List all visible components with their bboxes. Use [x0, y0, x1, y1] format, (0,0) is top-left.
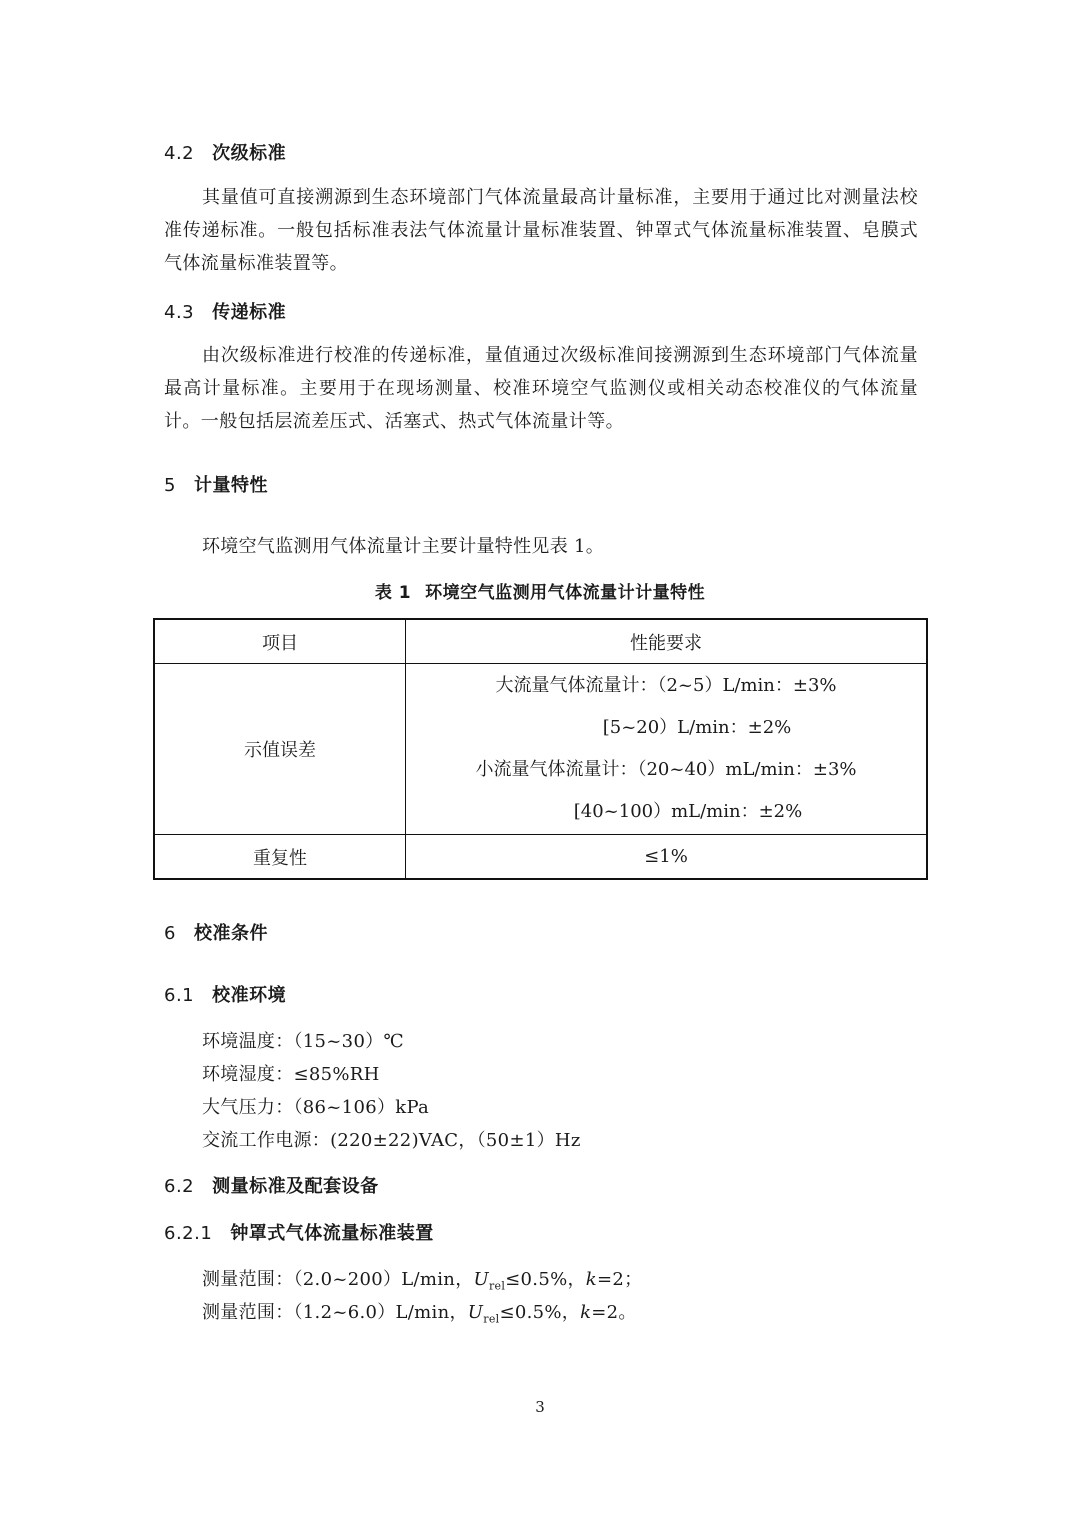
environment-humidity: 环境湿度：≤85%RH	[202, 1064, 380, 1085]
section-6-2-1-heading	[164, 1219, 434, 1245]
table-number: 表 1	[374, 583, 412, 603]
uncertainty-value: ≤0.5%，	[499, 1302, 581, 1323]
header-cell-item: 项目	[154, 619, 406, 664]
requirement-line: [40~100）mL/min：±2%	[573, 801, 803, 822]
section-4-2-paragraph: 其量值可直接溯源到生态环境部门气体流量最高计量标准，主要用于通过比对测量法校准传递标准。一般包括标准表法气体流量计量标准装置、钟罩式气体流量标准装置、皂膜式气体流量标准装置等。	[164, 187, 918, 274]
table-caption	[0, 578, 1080, 603]
uncertainty-subscript: rel	[488, 1279, 506, 1293]
section-number: 4.2	[164, 143, 195, 164]
coverage-factor-symbol: k	[585, 1269, 598, 1290]
section-title: 传递标准	[212, 302, 287, 323]
uncertainty-symbol: U	[473, 1269, 489, 1290]
table-header-row	[154, 619, 927, 664]
requirement-line: [5~20）L/min：±2%	[602, 717, 792, 738]
row-requirement-indication-error	[406, 664, 928, 835]
coverage-factor-value: =2。	[591, 1302, 637, 1323]
section-title: 计量特性	[193, 475, 268, 496]
section-title: 钟罩式气体流量标准装置	[230, 1223, 434, 1244]
range-text: 测量范围：（2.0~200）L/min，	[202, 1269, 474, 1290]
section-5-paragraph: 环境空气监测用气体流量计主要计量特性见表 1。	[202, 536, 605, 557]
section-6-2-heading	[164, 1172, 379, 1198]
measurement-range-line	[202, 1265, 642, 1293]
section-6-heading	[164, 919, 268, 945]
section-number: 6.2.1	[164, 1223, 213, 1244]
section-title: 校准环境	[212, 985, 287, 1006]
row-item-repeatability: 重复性	[154, 835, 406, 880]
table-title: 环境空气监测用气体流量计计量特性	[425, 583, 706, 603]
section-number: 6.2	[164, 1176, 195, 1197]
environment-temperature: 环境温度：（15~30）℃	[202, 1031, 404, 1052]
section-number: 6	[164, 923, 176, 944]
uncertainty-value: ≤0.5%，	[505, 1269, 586, 1290]
ac-power-supply: 交流工作电源：(220±22)VAC，（50±1）Hz	[202, 1130, 581, 1151]
section-5-heading	[164, 471, 268, 497]
table-row	[154, 835, 927, 880]
measurement-range-line	[202, 1298, 637, 1326]
coverage-factor-value: =2；	[597, 1269, 643, 1290]
section-6-1-heading	[164, 981, 286, 1007]
section-4-3-heading	[164, 298, 286, 324]
section-4-3-paragraph: 由次级标准进行校准的传递标准，量值通过次级标准间接溯源到生态环境部门气体流量最高计量标准。主要用于在现场测量、校准环境空气监测仪或相关动态校准仪的气体流量计。一般包括层流差压式、活塞式、热式气体流量计等。	[164, 345, 918, 432]
section-title: 次级标准	[212, 143, 287, 164]
section-number: 6.1	[164, 985, 195, 1006]
table-row	[154, 664, 927, 835]
page-number: 3	[535, 1398, 545, 1416]
coverage-factor-symbol: k	[580, 1302, 592, 1323]
row-requirement-repeatability: ≤1%	[406, 835, 928, 880]
section-number: 4.3	[164, 302, 195, 323]
requirement-line: 小流量气体流量计：（20~40）mL/min：±3%	[475, 759, 857, 780]
spec-table	[153, 618, 928, 880]
atmospheric-pressure: 大气压力：（86~106）kPa	[202, 1097, 430, 1118]
range-text: 测量范围：（1.2~6.0）L/min，	[202, 1302, 468, 1323]
header-cell-requirement: 性能要求	[406, 619, 928, 664]
uncertainty-subscript: rel	[483, 1312, 500, 1326]
uncertainty-symbol: U	[467, 1302, 484, 1323]
row-item-indication-error: 示值误差	[154, 664, 406, 835]
section-4-2-heading	[164, 139, 286, 165]
requirement-line: 大流量气体流量计：（2~5）L/min：±3%	[495, 675, 837, 696]
section-title: 测量标准及配套设备	[212, 1176, 379, 1197]
section-number: 5	[164, 475, 176, 496]
section-title: 校准条件	[193, 923, 268, 944]
